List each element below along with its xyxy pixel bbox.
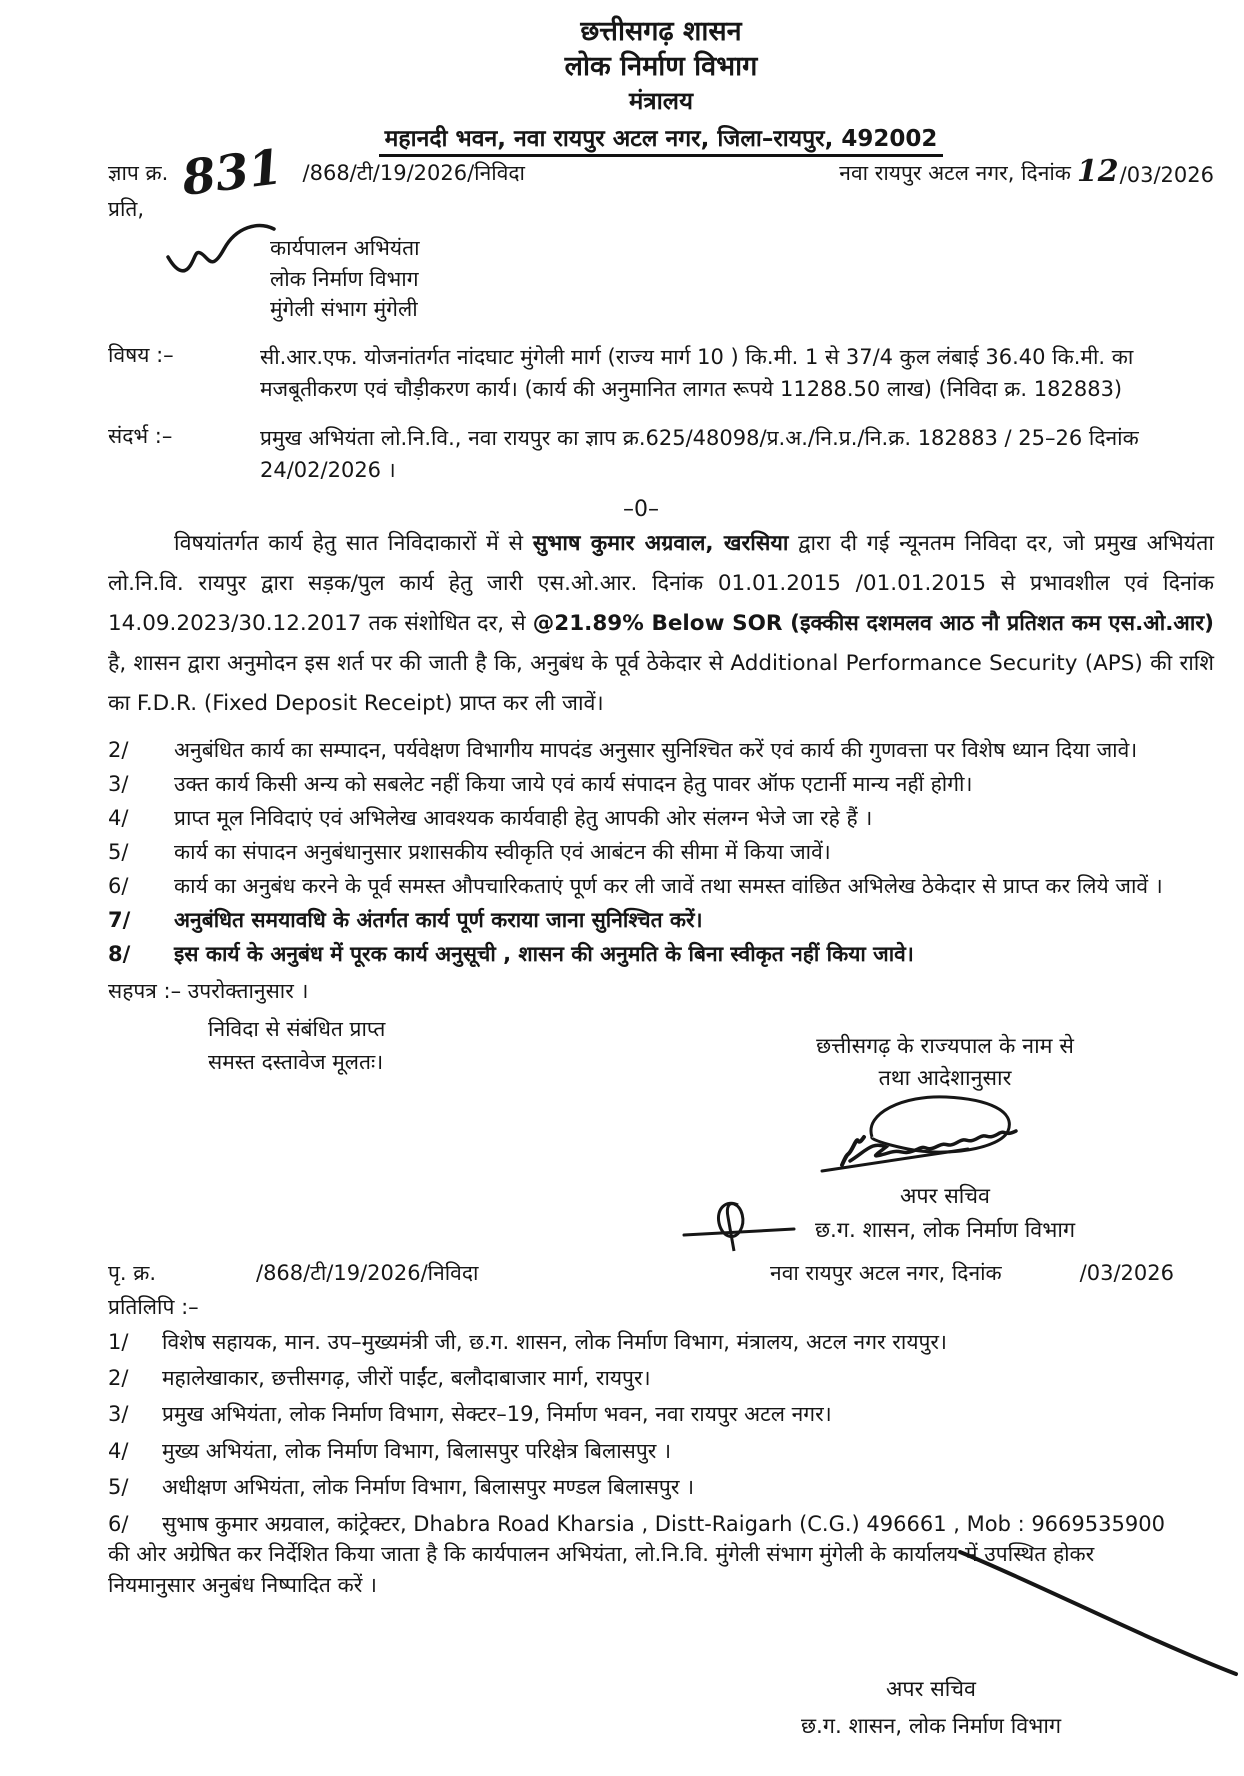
condition-number: 4/ bbox=[108, 805, 129, 830]
government-name: छत्तीसगढ़ शासन bbox=[580, 16, 742, 47]
copy-item bbox=[108, 1509, 1168, 1600]
copies-list bbox=[108, 1327, 1214, 1601]
copy-text: महालेखाकार, छत्तीसगढ़, जीरों पाईंट, बलौदाबाजार मार्ग, रायपुर। bbox=[162, 1366, 651, 1391]
addressee-line: मुंगेली संभाग मुंगेली bbox=[270, 297, 418, 322]
copy-item bbox=[108, 1472, 1168, 1502]
ministry-name: मंत्रालय bbox=[628, 87, 693, 116]
condition-number: 8/ bbox=[108, 941, 131, 966]
condition-text: कार्य का अनुबंध करने के पूर्व समस्त औपचारिकताएं पूर्ण कर ली जावें तथा समस्त वांछित अभिलेख ठेकेदार से प्राप्त कर लिये जावें । bbox=[174, 873, 1163, 898]
signatory-organization: छ.ग. शासन, लोक निर्माण विभाग bbox=[814, 1218, 1076, 1244]
enclosure-note-line: निविदा से संबंधित प्राप्त bbox=[208, 1016, 386, 1041]
copy-item bbox=[108, 1327, 1168, 1357]
condition-number: 7/ bbox=[108, 907, 131, 932]
memo-date: /03/2026 bbox=[1119, 163, 1214, 188]
checkmark-scribble-icon bbox=[162, 219, 282, 289]
copy-text: सुभाष कुमार अग्रवाल, कांट्रेक्टर, Dhabra Road Kharsia , Distt-Raigarh (C.G.) 496661 , Mob : 9669535900 की ओर अग्रेषित कर निर्देशित किया जाता है कि कार्यपालन अभियंता, लो.नि.वि. मुंगेली संभाग मुंगेली के कार्यालय में उपस्थित होकर नियमानुसार अनुबंध निष्पादित करें । bbox=[108, 1511, 1165, 1597]
closing-signature-section bbox=[108, 1620, 1214, 1776]
signature-block bbox=[700, 1031, 1190, 1248]
condition-item bbox=[108, 940, 1214, 969]
signoff-section bbox=[108, 1013, 1214, 1251]
copy-number: 5/ bbox=[108, 1475, 129, 1500]
signature-area bbox=[700, 1095, 1190, 1181]
closing-designation: अपर सचिव bbox=[886, 1677, 976, 1703]
condition-number: 2/ bbox=[108, 737, 129, 762]
condition-item bbox=[108, 804, 1214, 833]
closing-organization: छ.ग. शासन, लोक निर्माण विभाग bbox=[800, 1713, 1062, 1739]
copy-number: 2/ bbox=[108, 1366, 129, 1391]
to-label: प्रति, bbox=[108, 197, 145, 222]
body-text: विषयांतर्गत कार्य हेतु सात निविदाकारों में से bbox=[174, 530, 533, 556]
condition-item bbox=[108, 906, 1214, 935]
signatory-designation: अपर सचिव bbox=[900, 1184, 990, 1210]
handwritten-memo-number: 831 bbox=[179, 139, 286, 208]
endorsement-row bbox=[108, 1259, 1214, 1287]
handwritten-day: 12 bbox=[1076, 154, 1119, 190]
condition-item bbox=[108, 872, 1214, 901]
enclosure-line: सहपत्र :– उपरोक्तानुसार । bbox=[108, 978, 309, 1003]
by-order-line: तथा आदेशानुसार bbox=[878, 1065, 1012, 1091]
copy-number: 3/ bbox=[108, 1402, 129, 1427]
endorsement-label: पृ. क्र. bbox=[108, 1260, 157, 1285]
separator-mark: –0– bbox=[623, 496, 659, 522]
condition-item bbox=[108, 736, 1214, 765]
copy-item bbox=[108, 1399, 1168, 1429]
contractor-name-bold: सुभाष कुमार अग्रवाल, खरसिया bbox=[532, 530, 789, 556]
memo-ref-number: /868/टी/19/2026/निविदा bbox=[302, 161, 525, 186]
body-paragraph bbox=[108, 524, 1214, 724]
forwarding-initial-scribble bbox=[682, 1199, 802, 1267]
copy-number: 1/ bbox=[108, 1329, 129, 1354]
copy-to-label: प्रतिलिपि :– bbox=[108, 1294, 199, 1319]
body-text: द्वारा दी गई न्यूनतम निविदा दर, जो प्रमुख अभियंता लो.नि.वि. रायपुर द्वारा सड़क/पुल कार्य हेतु जारी एस.ओ.आर. दिनांक 01.01.2015 /01.01.2015 से प्रभावशील एवं दिनांक 14.09.2023/30.12.2017 तक संशोधित दर, से bbox=[108, 530, 1214, 636]
condition-number: 5/ bbox=[108, 839, 129, 864]
copy-text: मुख्य अभियंता, लोक निर्माण विभाग, बिलासपुर परिक्षेत्र बिलासपुर । bbox=[162, 1438, 672, 1463]
conditions-list bbox=[108, 736, 1214, 969]
condition-text: प्राप्त मूल निविदाएं एवं अभिलेख आवश्यक कार्यवाही हेतु आपकी ओर संलग्न भेजे जा रहे हैं । bbox=[174, 805, 873, 830]
place-date-label: नवा रायपुर अटल नगर, दिनांक bbox=[839, 161, 1071, 186]
memo-label: ज्ञाप क्र. bbox=[108, 161, 169, 186]
copy-item bbox=[108, 1436, 1168, 1466]
copy-text: अधीक्षण अभियंता, लोक निर्माण विभाग, बिलासपुर मण्डल बिलासपुर । bbox=[162, 1475, 695, 1500]
enclosure-note-line: समस्त दस्तावेज मूलतः। bbox=[208, 1050, 384, 1075]
enclosure-note bbox=[208, 1013, 538, 1080]
copy-number: 6/ bbox=[108, 1511, 129, 1536]
reference-label: संदर्भ :– bbox=[108, 423, 173, 448]
addressee-block bbox=[270, 233, 1214, 324]
reference-row bbox=[108, 422, 1214, 487]
condition-number: 6/ bbox=[108, 873, 129, 898]
letterhead bbox=[108, 14, 1214, 153]
office-address: महानदी भवन, नवा रायपुर अटल नगर, जिला–रायपुर, 492002 bbox=[379, 126, 944, 157]
copy-item bbox=[108, 1363, 1168, 1393]
copy-text: विशेष सहायक, मान. उप–मुख्यमंत्री जी, छ.ग. शासन, लोक निर्माण विभाग, मंत्रालय, अटल नगर रायपुर। bbox=[162, 1329, 947, 1354]
addressee-line: लोक निर्माण विभाग bbox=[270, 266, 419, 291]
condition-number: 3/ bbox=[108, 771, 129, 796]
condition-text: उक्त कार्य किसी अन्य को सबलेट नहीं किया जाये एवं कार्य संपादन हेतु पावर ऑफ एटार्नी मान्य नहीं होगी। bbox=[174, 771, 973, 796]
signatory-organization-row bbox=[700, 1215, 1190, 1247]
body-text: है, शासन द्वारा अनुमोदन इस शर्त पर की जाती है कि, अनुबंध के पूर्व ठेकेदार से Additional Performance Security (APS) की राशि का F.D.R. (Fixed Deposit Receipt) प्राप्त कर ली जावें। bbox=[108, 650, 1214, 716]
endorsement-date: /03/2026 bbox=[1079, 1260, 1174, 1285]
condition-text: कार्य का संपादन अनुबंधानुसार प्रशासकीय स्वीकृति एवं आबंटन की सीमा में किया जावें। bbox=[174, 839, 831, 864]
subject-label: विषय :– bbox=[108, 342, 174, 367]
subject-text: सी.आर.एफ. योजनांतर्गत नांदघाट मुंगेली मार्ग (राज्य मार्ग 10 ) कि.मी. 1 से 37/4 कुल लंबाई 36.40 कि.मी. का मजबूतीकरण एवं चौड़ीकरण कार्य। (कार्य की अनुमानित लागत रूपये 11288.50 लाख) (निविदा क्र. 182883) bbox=[260, 344, 1134, 402]
endorsement-ref-number: /868/टी/19/2026/निविदा bbox=[256, 1260, 479, 1285]
addressee-line: कार्यपालन अभियंता bbox=[270, 236, 420, 261]
condition-text: इस कार्य के अनुबंध में पूरक कार्य अनुसूची , शासन की अनुमति के बिना स्वीकृत नहीं किया जावे। bbox=[174, 941, 914, 966]
rate-percentage-bold: @21.89% Below SOR (इक्कीस दशमलव आठ नौ प्रतिशत कम एस.ओ.आर) bbox=[532, 610, 1214, 636]
on-behalf-line: छत्तीसगढ़ के राज्यपाल के नाम से bbox=[816, 1033, 1074, 1059]
condition-item bbox=[108, 838, 1214, 867]
condition-item bbox=[108, 770, 1214, 799]
signature-scribble bbox=[820, 1087, 1070, 1193]
reference-text: प्रमुख अभियंता लो.नि.वि., नवा रायपुर का ज्ञाप क्र.625/48098/प्र.अ./नि.प्र./नि.क्र. 182883 / 25–26 दिनांक 24/02/2026 । bbox=[260, 425, 1139, 483]
department-name: लोक निर्माण विभाग bbox=[564, 51, 758, 83]
endorsement-place-date-label: नवा रायपुर अटल नगर, दिनांक bbox=[770, 1260, 1002, 1285]
condition-text: अनुबंधित कार्य का सम्पादन, पर्यवेक्षण विभागीय मापदंड अनुसार सुनिश्चित करें एवं कार्य की गुणवत्ता पर विशेष ध्यान दिया जावे। bbox=[174, 737, 1138, 762]
copy-number: 4/ bbox=[108, 1438, 129, 1463]
subject-row bbox=[108, 341, 1214, 406]
closing-signatory bbox=[716, 1672, 1146, 1745]
condition-text: अनुबंधित समयावधि के अंतर्गत कार्य पूर्ण कराया जाना सुनिश्चित करें। bbox=[174, 907, 703, 932]
copy-text: प्रमुख अभियंता, लोक निर्माण विभाग, सेक्टर–19, निर्माण भवन, नवा रायपुर अटल नगर। bbox=[162, 1402, 832, 1427]
